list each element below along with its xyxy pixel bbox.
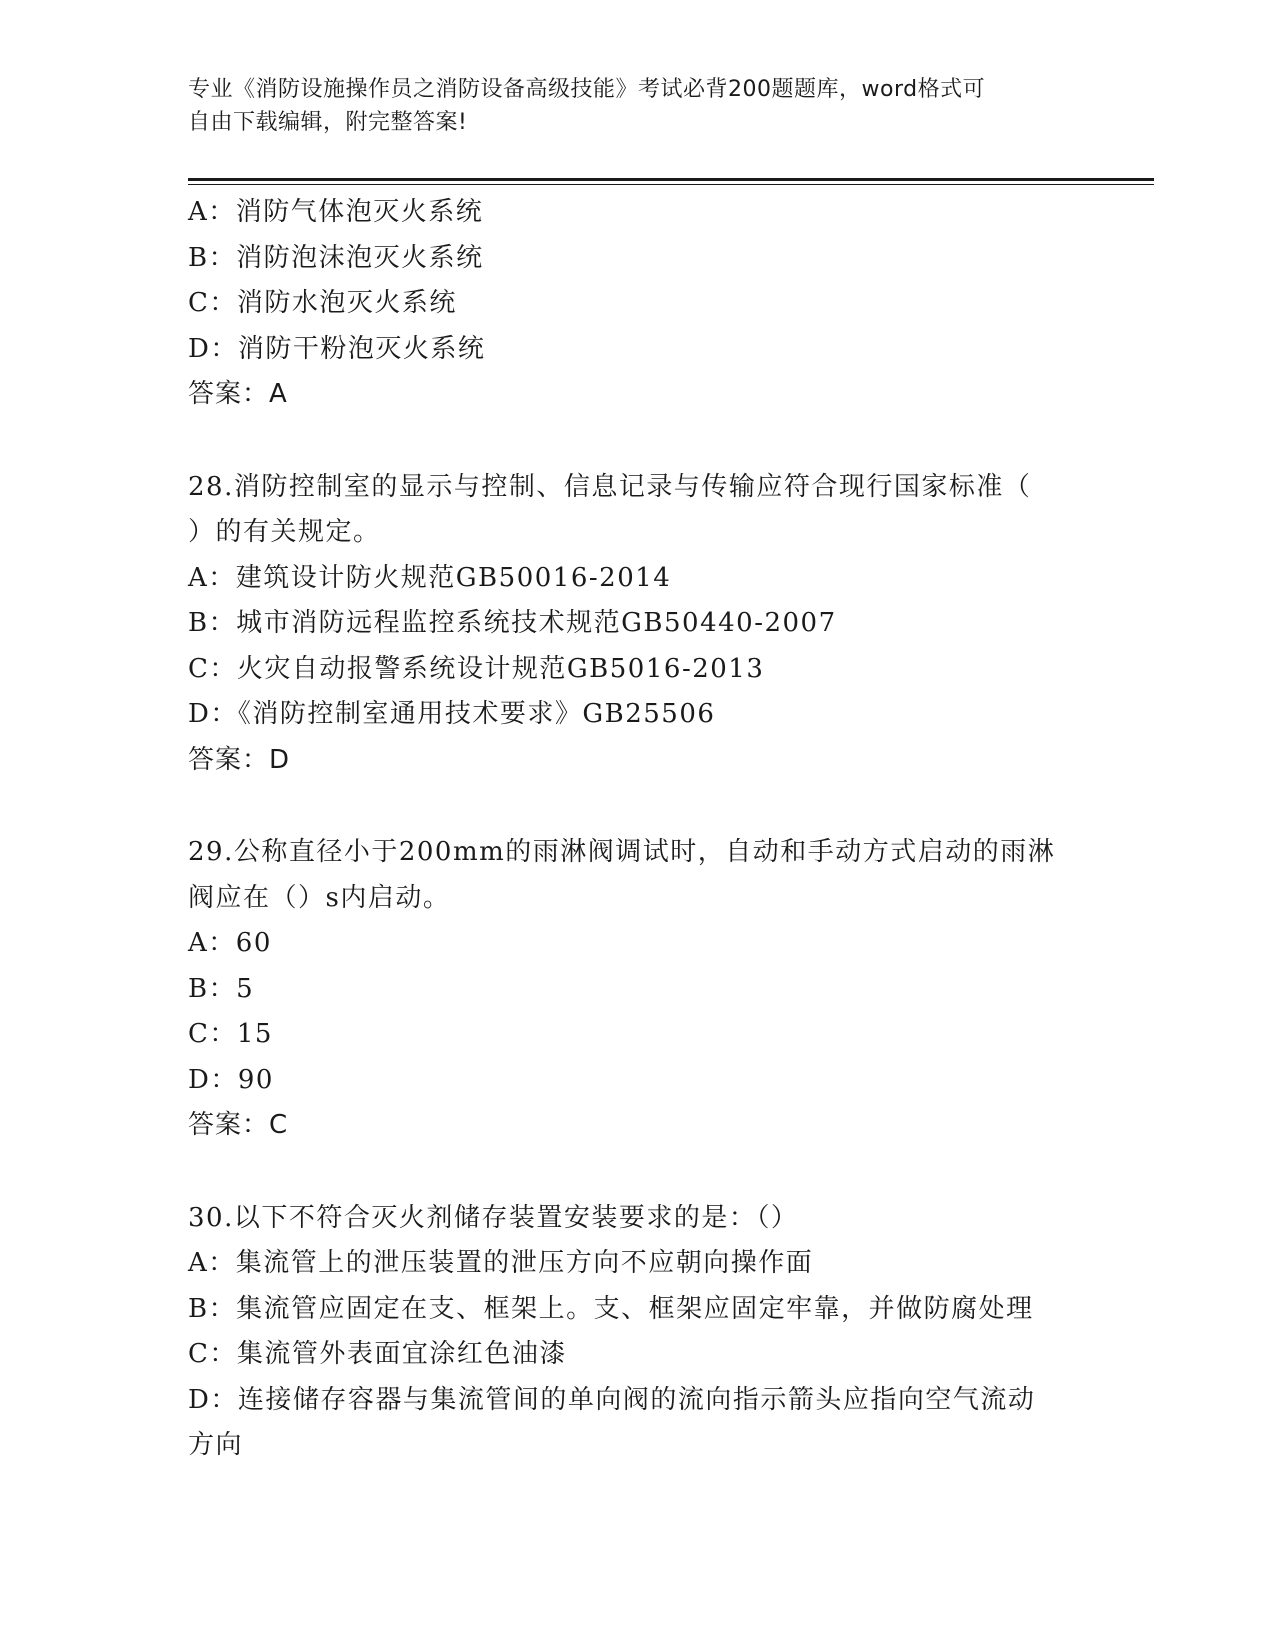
question-text-line-1: 30.以下不符合灭火剂储存装置安装要求的是：（） [188,1202,799,1233]
question-text-line-1: 29.公称直径小于200mm的雨淋阀调试时，自动和手动方式启动的雨淋 [188,837,1056,867]
question-text-line-1: 28.消防控制室的显示与控制、信息记录与传输应符合现行国家标准（ [188,471,1032,502]
option-b: B：消防泡沫泡灭火系统 [188,242,484,273]
option-b: B：集流管应固定在支、框架上。支、框架应固定牢靠，并做防腐处理 [188,1293,1034,1324]
question-28-block [188,465,1068,784]
question-27-block [188,190,1068,418]
header-line-2: 自由下载编辑，附完整答案! [188,110,468,135]
option-c: C：消防水泡灭火系统 [188,288,457,318]
option-a: A：建筑设计防火规范GB50016-2014 [188,562,672,593]
option-a: A：60 [188,928,272,958]
header-rule-thin [188,184,1154,185]
question-text-line-2: 阀应在（）s内启动。 [188,882,451,913]
header-line-1: 专业《消防设施操作员之消防设备高级技能》考试必背200题题库，word格式可 [188,77,986,102]
option-b: B：城市消防远程监控系统技术规范GB50440-2007 [188,608,837,638]
document-header [188,73,1068,139]
option-b: B：5 [188,973,255,1004]
option-c: C：15 [188,1019,273,1049]
header-rule-thick [188,178,1154,181]
question-content [188,190,1068,1469]
option-d: D：消防干粉泡灭火系统 [188,333,486,364]
option-a: A：消防气体泡灭火系统 [188,197,484,227]
question-text-line-2: ）的有关规定。 [188,517,381,547]
option-d-continued: 方向 [188,1430,244,1460]
question-30-block [188,1196,1068,1469]
option-d: D：90 [188,1064,274,1095]
option-d: D：连接储存容器与集流管间的单向阀的流向指示箭头应指向空气流动 [188,1384,1036,1415]
option-d: D：《消防控制室通用技术要求》GB25506 [188,699,716,729]
answer-line: 答案：C [188,1110,289,1140]
answer-line: 答案：A [188,379,288,409]
question-29-block [188,830,1068,1149]
answer-line: 答案：D [188,744,291,775]
option-c: C：火灾自动报警系统设计规范GB5016-2013 [188,653,765,684]
option-c: C：集流管外表面宜涂红色油漆 [188,1339,567,1369]
option-a: A：集流管上的泄压装置的泄压方向不应朝向操作面 [188,1248,814,1278]
